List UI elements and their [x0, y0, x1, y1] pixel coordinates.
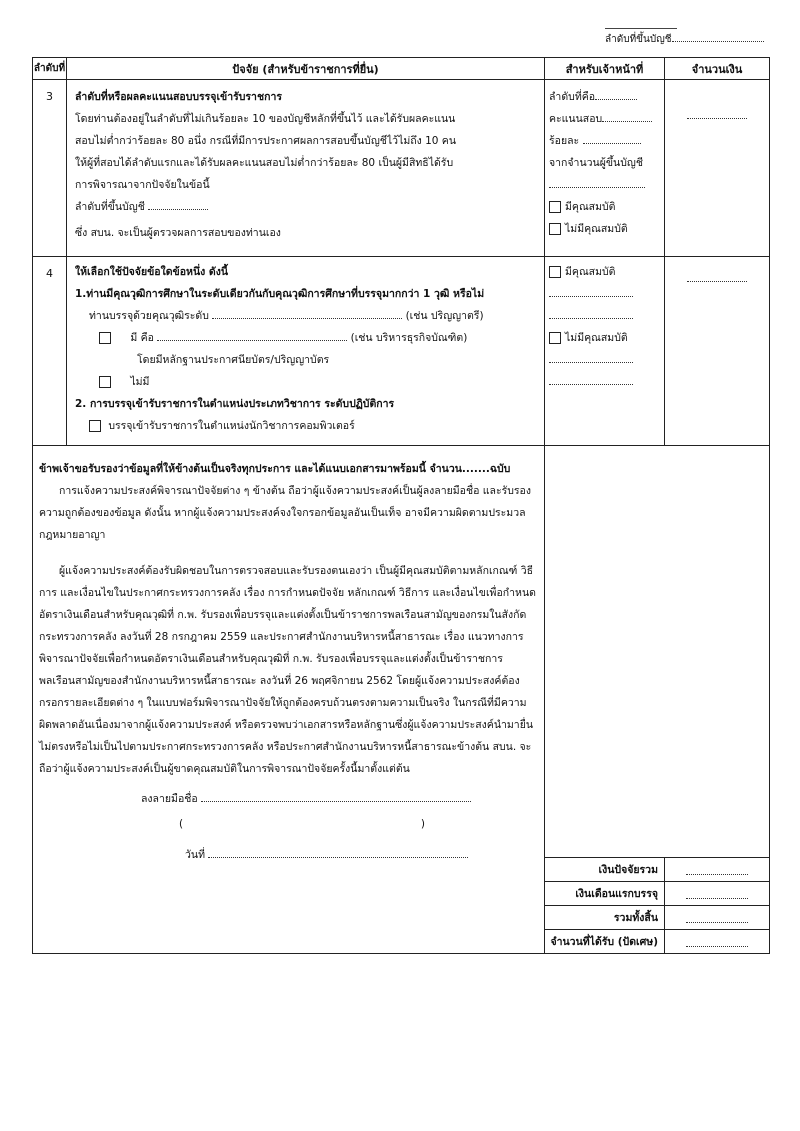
table-row	[33, 257, 770, 446]
has-degree-example: (เช่น บริหารธุรกิจบัณฑิต)	[350, 332, 468, 344]
summary-table	[545, 857, 769, 953]
factor-note: ซึ่ง สบน. จะเป็นผู้ตรวจผลการสอบของท่านเอง	[75, 227, 281, 239]
qualified-label: มีคุณสมบัติ	[565, 201, 616, 213]
declaration-lead: ข้าพเจ้าขอรับรองว่าข้อมูลที่ให้ข้างต้นเป็นจริงทุกประการ และได้แนบเอกสารมาพร้อมนี้ จำนวน.......ฉบับ	[39, 463, 511, 475]
amount-field[interactable]	[687, 110, 747, 119]
summary-row	[545, 930, 769, 953]
percent-label: ร้อยละ	[549, 135, 580, 147]
sequence-listed-label: ลำดับที่ขึ้นบัญชี	[75, 201, 145, 213]
factor-table	[32, 57, 770, 954]
factor-line: การพิจารณาจากปัจจัยในข้อนี้	[75, 179, 210, 191]
sequence-label: ลำดับที่ขึ้นบัญชี	[605, 34, 672, 45]
date-field[interactable]	[208, 846, 468, 858]
table-header-row	[33, 58, 770, 80]
qualified-label: มีคุณสมบัติ	[565, 266, 616, 278]
unqualified-checkbox[interactable]	[549, 332, 561, 344]
score-label: คะแนนสอบ	[549, 113, 603, 125]
unqualified-label: ไม่มีคุณสมบัติ	[565, 223, 628, 235]
factor-line: สอบไม่ต่ำกว่าร้อยละ 80 อนึ่ง กรณีที่มีการประกาศผลการสอบขึ้นบัญชีไว้ไม่ถึง 10 คน	[75, 135, 456, 147]
no-degree-checkbox[interactable]	[99, 376, 111, 388]
summary-row	[545, 906, 769, 930]
summary-value-field[interactable]	[686, 937, 748, 947]
declaration-paragraph-1: การแจ้งความประสงค์พิจารณาปัจจัยต่าง ๆ ข้างต้น ถือว่าผู้แจ้งความประสงค์เป็นผู้ลงลายมือชื่อ และรับรองความถูกต้องของข้อมูล ดังนั้น หากผู้แจ้งความประสงค์จงใจกรอกข้อมูลอันเป็นเท็จ อาจมีความผิดตามประมวลกฎหมายอาญา	[39, 485, 531, 541]
table-row	[33, 80, 770, 257]
has-degree-field[interactable]	[157, 329, 347, 341]
unqualified-label: ไม่มีคุณสมบัติ	[565, 332, 628, 344]
summary-value-field[interactable]	[686, 889, 748, 899]
has-degree-label: มี คือ	[130, 332, 154, 344]
degree-level-field[interactable]	[212, 307, 402, 319]
summary-label: เงินปัจจัยรวม	[598, 864, 658, 876]
amount-field[interactable]	[687, 273, 747, 282]
amount-cell	[665, 80, 770, 257]
factor-line: ให้ผู้ที่สอบได้ลำดับแรกและได้รับผลคะแนนสอบไม่ต่ำกว่าร้อยละ 80 เป็นผู้มีสิทธิได้รับ	[75, 157, 454, 169]
qualified-checkbox[interactable]	[549, 266, 561, 278]
header-factor: ปัจจัย (สำหรับข้าราชการที่ยื่น)	[67, 58, 545, 80]
summary-row	[545, 858, 769, 882]
staff-note-field[interactable]	[549, 285, 633, 297]
percent-field[interactable]	[583, 132, 641, 144]
score-field[interactable]	[602, 110, 652, 122]
summary-label: เงินเดือนแรกบรรจุ	[575, 888, 658, 900]
row-number: 4	[33, 257, 67, 446]
rank-label: ลำดับที่คือ	[549, 91, 596, 103]
declaration-row	[33, 446, 770, 954]
factor-cell	[67, 80, 545, 257]
from-list-field[interactable]	[549, 176, 645, 188]
degree-level-example: (เช่น ปริญญาตรี)	[405, 310, 484, 322]
declaration-paragraph-2: ผู้แจ้งความประสงค์ต้องรับผิดชอบในการตรวจสอบและรับรองตนเองว่า เป็นผู้มีคุณสมบัติตามหลักเกณฑ์ วิธีการ และเงื่อนไขในประกาศกระทรวงการคลัง เรื่อง การกำหนดปัจจัย หลักเกณฑ์ วิธีการ และเงื่อนไขเพื่อกำหนด อัตราเงินเดือนสำหรับคุณวุฒิที่ ก.พ. รับรองเพื่อบรรจุและแต่งตั้งเป็นข้าราชการพลเรือนสามัญของกรมในสังกัดกระทรวงการคลัง ลงวันที่ 28 กรกฎาคม 2559 และประกาศสำนักงานบริหารหนี้สาธารณะ เรื่อง แนวทางการพิจารณาปัจจัยเพื่อกำหนดอัตราเงินเดือนสำหรับคุณวุฒิที่ ก.พ. รับรองเพื่อบรรจุและแต่งตั้งเป็นข้าราชการพลเรือนสามัญของสำนักงานบริหารหนี้สาธารณะ ลงวันที่ 26 พฤศจิกายน 2562 โดยผู้แจ้งความประสงค์ต้องกรอกรายละเอียดต่าง ๆ ในแบบฟอร์มพิจารณาปัจจัยให้ถูกต้องครบถ้วนตรงตามความเป็นจริง ในกรณีที่มีความผิดพลาดอันเนื่องมาจากผู้แจ้งความประสงค์ หรือตรวจพบว่าเอกสารหรือหลักฐานซึ่งผู้แจ้งความประสงค์นำมายื่นไม่ตรงหรือไม่เป็นไปตามประกาศกระทรวงการคลัง หรือประกาศสำนักงานบริหารหนี้สาธารณะข้างต้น สบน. จะถือว่าผู้แจ้งความประสงค์เป็นผู้ขาดคุณสมบัติในการพิจารณาปัจจัยครั้งนี้มาตั้งแต่ต้น	[39, 565, 536, 775]
factor-title: ให้เลือกใช้ปัจจัยข้อใดข้อหนึ่ง ดังนี้	[75, 266, 229, 278]
summary-value-field[interactable]	[686, 913, 748, 923]
rank-field[interactable]	[595, 88, 637, 100]
computer-position-label: บรรจุเข้ารับราชการในตำแหน่งนักวิชาการคอมพิวเตอร์	[108, 420, 355, 432]
qualified-checkbox[interactable]	[549, 201, 561, 213]
name-open-paren: (	[179, 818, 184, 830]
sequence-field[interactable]	[672, 32, 764, 42]
summary-label: จำนวนที่ได้รับ (ปัดเศษ)	[550, 936, 658, 948]
summary-cell	[545, 446, 770, 954]
factor-item-2: 2. การบรรจุเข้ารับราชการในตำแหน่งประเภทวิชาการ ระดับปฏิบัติการ	[75, 398, 395, 410]
unqualified-checkbox[interactable]	[549, 223, 561, 235]
signature-label: ลงลายมือชื่อ	[141, 793, 198, 805]
summary-row	[545, 882, 769, 906]
from-list-label: จากจำนวนผู้ขึ้นบัญชี	[549, 157, 643, 169]
sequence-number-box	[605, 28, 770, 58]
factor-title: ลำดับที่หรือผลคะแนนสอบบรรจุเข้ารับราชการ	[75, 91, 282, 103]
summary-label: รวมทั้งสิ้น	[613, 912, 658, 924]
factor-line: โดยท่านต้องอยู่ในลำดับที่ไม่เกินร้อยละ 10 ของบัญชีหลักที่ขึ้นไว้ และได้รับผลคะแนน	[75, 113, 456, 125]
name-field[interactable]	[183, 818, 421, 830]
staff-note-field[interactable]	[549, 373, 633, 385]
signature-field[interactable]	[201, 790, 471, 802]
header-amount: จำนวนเงิน	[665, 58, 770, 80]
summary-value-field[interactable]	[686, 865, 748, 875]
name-close-paren: )	[420, 818, 425, 830]
amount-cell	[665, 257, 770, 446]
staff-cell	[545, 80, 665, 257]
header-staff: สำหรับเจ้าหน้าที่	[545, 58, 665, 80]
has-degree-checkbox[interactable]	[99, 332, 111, 344]
evidence-note: โดยมีหลักฐานประกาศนียบัตร/ปริญญาบัตร	[137, 354, 330, 366]
degree-level-label: ท่านบรรจุด้วยคุณวุฒิระดับ	[89, 310, 209, 322]
computer-position-checkbox[interactable]	[89, 420, 101, 432]
staff-cell	[545, 257, 665, 446]
factor-item-1: 1.ท่านมีคุณวุฒิการศึกษาในระดับเดียวกันกับคุณวุฒิการศึกษาที่บรรจุมากกว่า 1 วุฒิ หรือไม่	[75, 288, 485, 300]
divider	[605, 28, 677, 29]
staff-note-field[interactable]	[549, 351, 633, 363]
factor-cell	[67, 257, 545, 446]
sequence-listed-field[interactable]	[148, 198, 208, 210]
header-no: ลำดับที่	[33, 58, 67, 80]
staff-note-field[interactable]	[549, 307, 633, 319]
no-degree-label: ไม่มี	[130, 376, 150, 388]
date-label: วันที่	[185, 849, 205, 861]
signature-block	[33, 790, 544, 910]
declaration-cell	[33, 446, 545, 954]
row-number: 3	[33, 80, 67, 257]
